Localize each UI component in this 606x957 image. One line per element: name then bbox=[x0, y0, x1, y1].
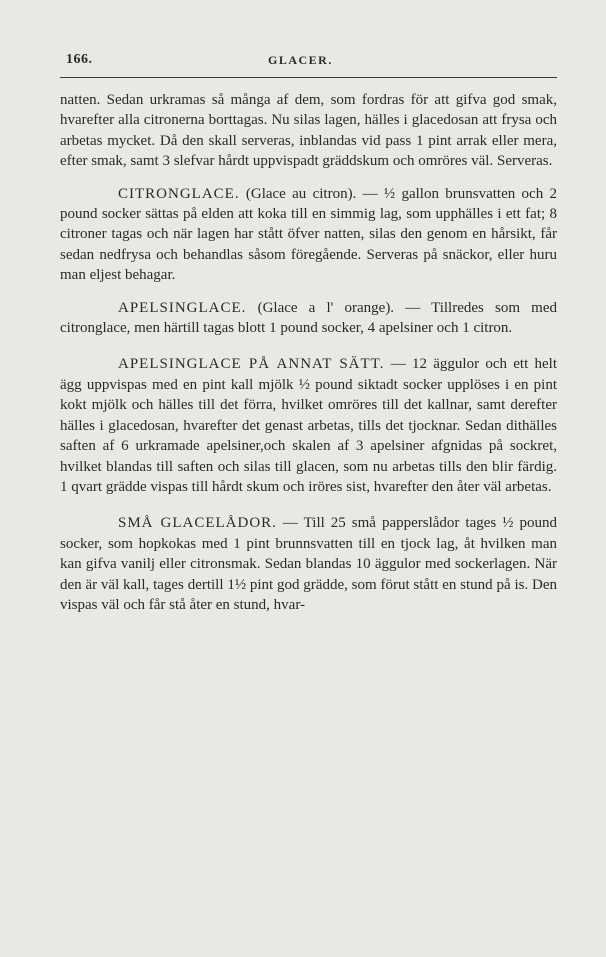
recipe-heading: CITRONGLACE. bbox=[118, 185, 240, 202]
paragraph-apelsinglace bbox=[60, 298, 557, 339]
running-head: GLACER. bbox=[268, 53, 333, 67]
recipe-heading: APELSINGLACE. bbox=[118, 299, 247, 316]
paragraph-citronglace bbox=[60, 184, 557, 286]
paragraph-continuation: natten. Sedan urkramas så många af dem, som fordras för att gifva god smak, hvarefter alla citronerna borttagas. Nu silas lagen, hälles i glacedosan att frysa och arbetas mycket. Då den skall serveras, inblandas vid pass 1 pint arrak eller mera, efter smak, samt 3 slefvar hårdt uppvispadt gräddskum och omröres väl. Serveras. bbox=[60, 92, 557, 170]
page-body bbox=[60, 90, 557, 615]
recipe-text: (Glace a l' orange). — Tillredes som med citronglace, men härtill tagas blott 1 pound socker, 4 apelsiner och 1 citron. bbox=[60, 299, 557, 337]
header-rule bbox=[60, 77, 557, 78]
recipe-text: — 12 äggulor och ett helt ägg uppvispas med en pint kall mjölk ½ pound siktadt socker upplöses i en pint kokt mjölk och hälles till det förra, hvilket omröres till det kallnar, samt derefter hälles i glacedosan, hvarefter det genast arbetas, tills det tjocknar. Sedan dithälles saften af 6 urkramade apelsiner,och skalen af 3 apelsiner afgnidas på sockret, hvilket blandas till saften och silas till glacen, som nu arbetas tills den blir färdig. 1 qvart grädde vispas till hårdt skum och iröres sist, hvarefter den åter väl arbetas. bbox=[60, 356, 557, 495]
recipe-text: (Glace au citron). — ½ gallon brunsvatten och 2 pound socker sättas på elden att koka till en simmig lag, som upphälles i ett fat; 8 citroner tagas och när lagen har stått öfver natten, silas den genom en hårsikt, får sedan nedfrysa och behandlas såsom föregående. Serveras på snäckor, eller huru man eljest behagar. bbox=[60, 185, 557, 284]
page-number: 166. bbox=[66, 52, 93, 67]
paragraph-sma-glacelador bbox=[60, 513, 557, 615]
recipe-heading: APELSINGLACE PÅ ANNAT SÄTT. bbox=[118, 356, 385, 373]
paragraph-apelsinglace-annat-satt bbox=[60, 354, 557, 497]
recipe-heading: SMÅ GLACELÅDOR. bbox=[118, 515, 277, 532]
recipe-text: — Till 25 små papperslådor tages ½ pound socker, som hopkokas med 1 pint brunnsvatten till en tjock lag, åt hvilken man kan gifva vanilj eller citronsmak. Sedan blandas 10 äggulor med sockerlagen. När den är väl kall, tages dertill 1½ pint god grädde, som förut stått en stund på is. Den vispas väl och får stå åter en stund, hvar- bbox=[60, 515, 557, 613]
page-header bbox=[60, 52, 557, 74]
